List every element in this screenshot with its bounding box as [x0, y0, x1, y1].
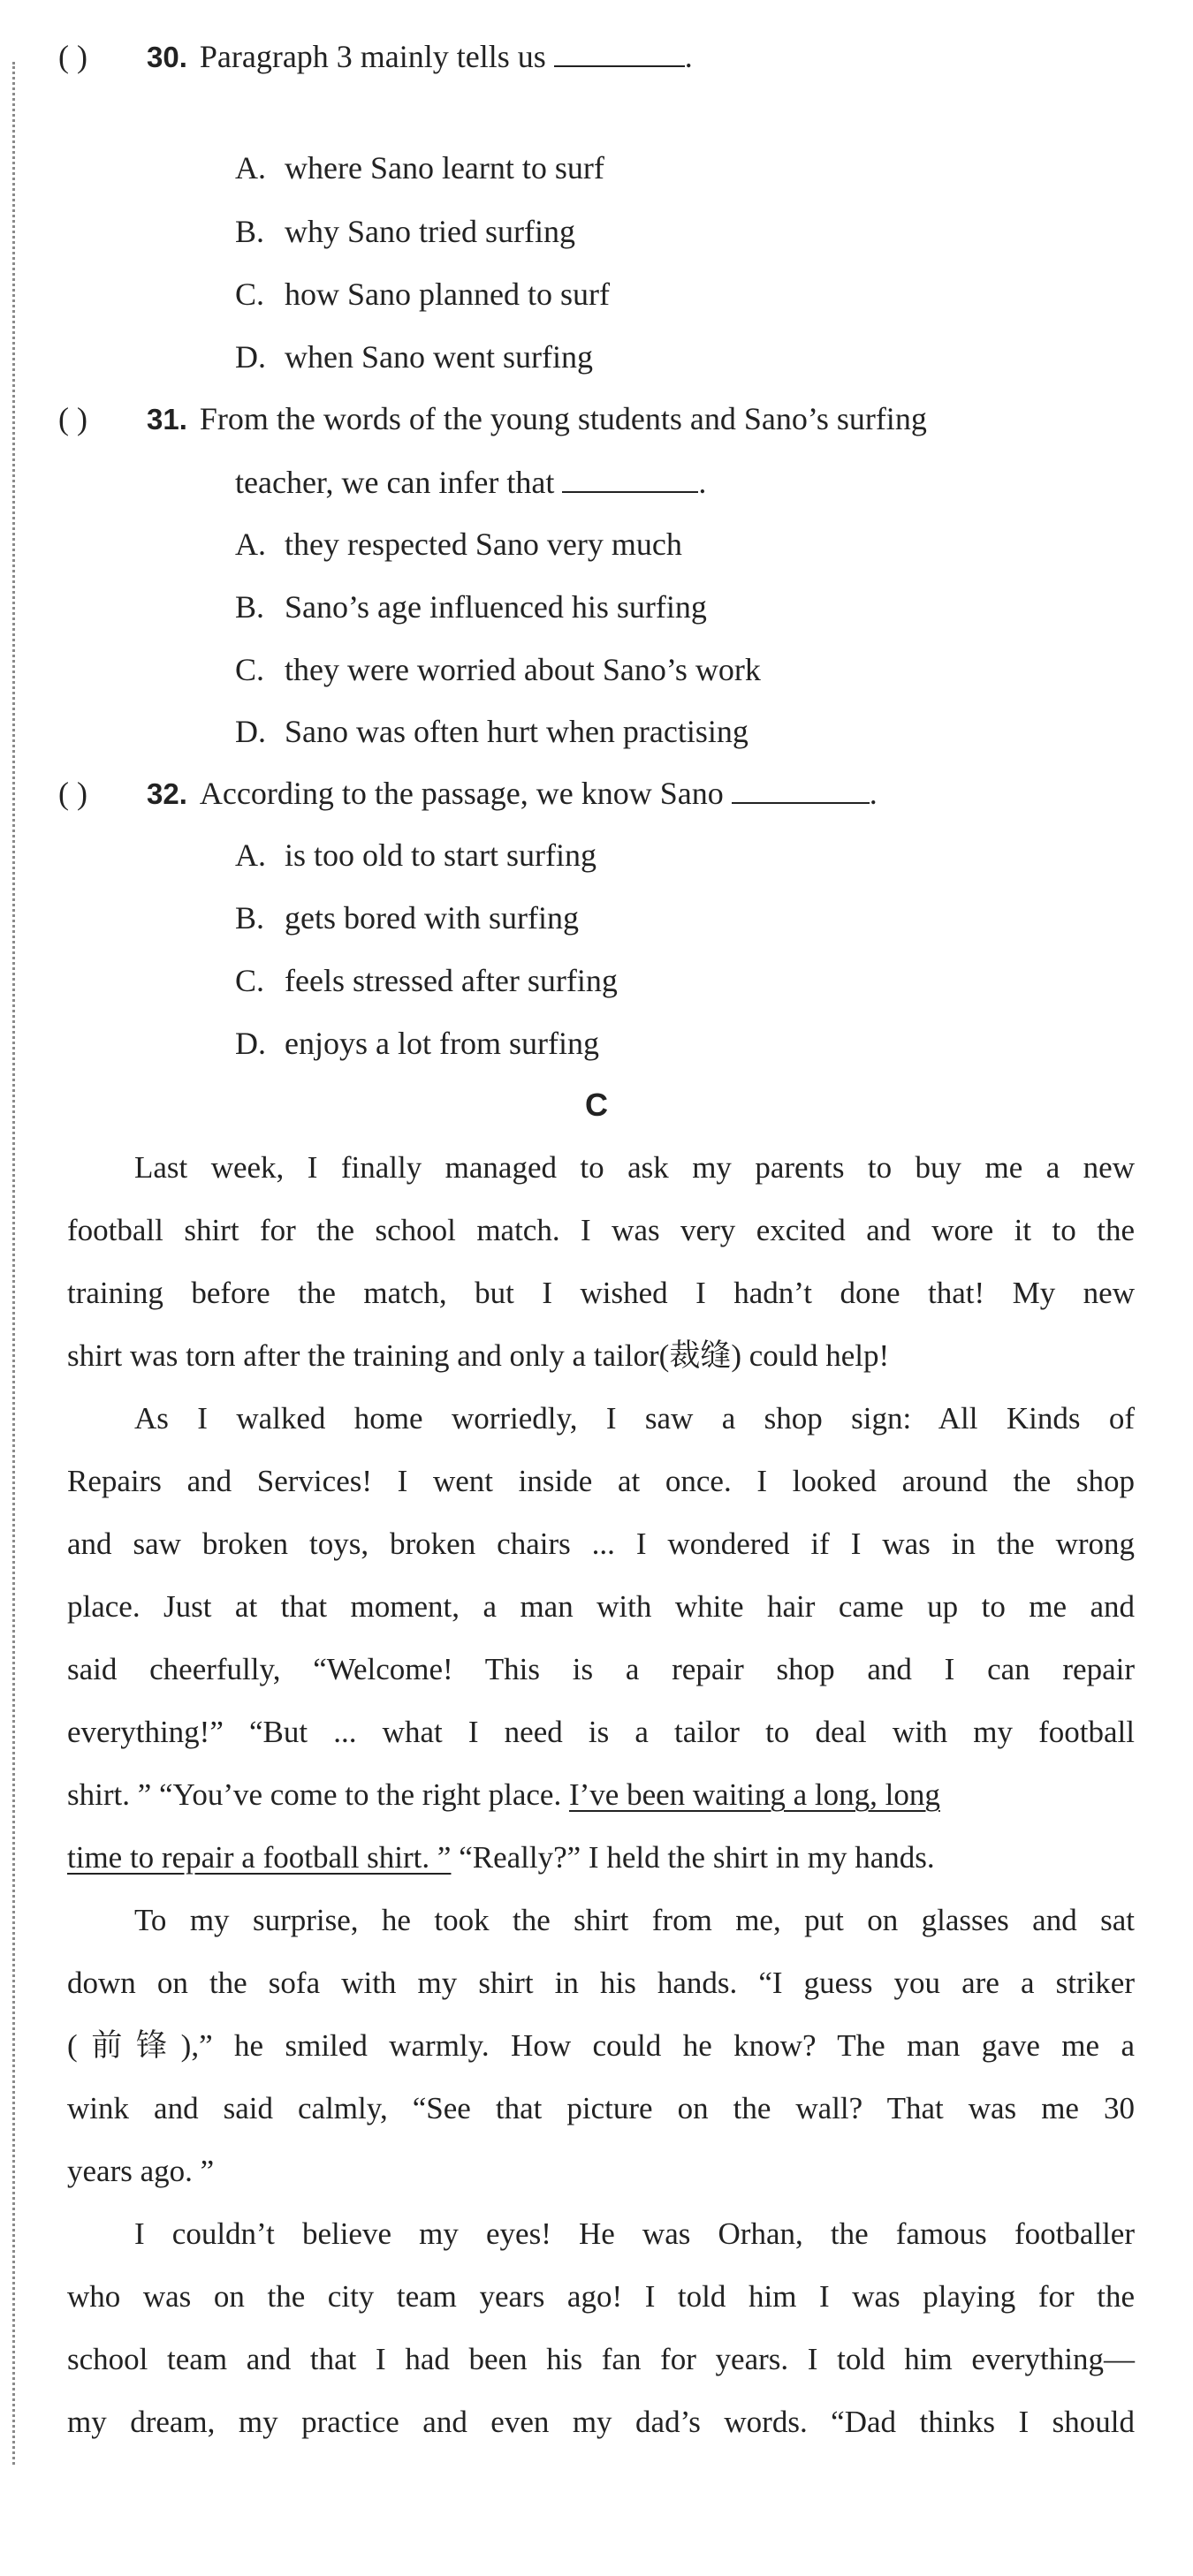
question-32-stem: ( ) 32. According to the passage, we know Sano .: [58, 761, 878, 825]
question-text: Paragraph 3 mainly tells us: [199, 39, 546, 74]
passage-line: my dream, my practice and even my dad’s words. “Dad thinks I should: [67, 2405, 1135, 2439]
option-32-a[interactable]: A. is too old to start surfing: [235, 837, 596, 873]
option-32-d[interactable]: D. enjoys a lot from surfing: [235, 1026, 599, 1061]
question-number: 31.: [147, 403, 187, 436]
option-31-d[interactable]: D. Sano was often hurt when practising: [235, 714, 748, 749]
passage-line: place. Just at that moment, a man with white hair came up to me and: [67, 1589, 1135, 1624]
passage-line: I couldn’t believe my eyes! He was Orhan, the famous footballer: [134, 2216, 1135, 2251]
question-30-stem: ( ) 30. Paragraph 3 mainly tells us .: [58, 25, 693, 88]
question-text: According to the passage, we know Sano: [199, 776, 724, 811]
option-30-c[interactable]: C. how Sano planned to surf: [235, 277, 610, 312]
answer-blank[interactable]: [562, 461, 698, 493]
passage-line: (前锋),” he smiled warmly. How could he know? The man gave me a: [67, 2028, 1135, 2063]
underlined-sentence: time to repair a football shirt. ”: [67, 1840, 452, 1875]
passage-line: years ago. ”: [67, 2154, 215, 2188]
passage-line: Last week, I finally managed to ask my parents to buy me a new: [134, 1150, 1135, 1185]
passage-line: football shirt for the school match. I was very excited and wore it to the: [67, 1213, 1135, 1247]
option-30-d[interactable]: D. when Sano went surfing: [235, 339, 593, 375]
option-30-b[interactable]: B. why Sano tried surfing: [235, 214, 575, 249]
question-31-stem: [58, 387, 927, 451]
option-32-b[interactable]: B. gets bored with surfing: [235, 900, 579, 936]
passage-line: training before the match, but I wished I hadn’t done that! My new: [67, 1276, 1135, 1310]
question-31-stem-continued: teacher, we can infer that .: [235, 451, 706, 514]
passage-line: shirt. ” “You’ve come to the right place. I’ve been waiting a long, long: [67, 1777, 940, 1812]
passage-line: everything!” “But ... what I need is a tailor to deal with my football: [67, 1715, 1135, 1749]
option-32-c[interactable]: C. feels stressed after surfing: [235, 963, 618, 998]
option-31-a[interactable]: A. they respected Sano very much: [235, 527, 682, 562]
option-30-a[interactable]: A. where Sano learnt to surf: [235, 150, 604, 186]
passage-line: time to repair a football shirt. ” “Really?” I held the shirt in my hands.: [67, 1840, 935, 1875]
answer-bracket[interactable]: ( ): [58, 401, 87, 436]
passage-line: said cheerfully, “Welcome! This is a repair shop and I can repair: [67, 1652, 1135, 1686]
option-31-c[interactable]: C. they were worried about Sano’s work: [235, 652, 761, 687]
passage-line: and saw broken toys, broken chairs ... I wondered if I was in the wrong: [67, 1527, 1135, 1561]
passage-line: wink and said calmly, “See that picture on the wall? That was me 30: [67, 2091, 1135, 2125]
section-heading: C: [585, 1087, 608, 1123]
passage-line: school team and that I had been his fan for years. I told him everything—: [67, 2342, 1135, 2376]
passage-line: Repairs and Services! I went inside at once. I looked around the shop: [67, 1464, 1135, 1498]
answer-bracket[interactable]: ( ): [58, 39, 87, 74]
question-number: 32.: [147, 777, 187, 810]
answer-bracket[interactable]: ( ): [58, 776, 87, 811]
passage-line: shirt was torn after the training and only a tailor(裁缝) could help!: [67, 1338, 890, 1373]
passage-line: down on the sofa with my shirt in his hands. “I guess you are a striker: [67, 1966, 1135, 2000]
underlined-sentence: I’ve been waiting a long, long: [568, 1777, 940, 1812]
passage-line: As I walked home worriedly, I saw a shop sign: All Kinds of: [134, 1401, 1135, 1436]
answer-blank[interactable]: [732, 772, 870, 804]
passage-line: who was on the city team years ago! I told him I was playing for the: [67, 2279, 1135, 2314]
option-31-b[interactable]: B. Sano’s age influenced his surfing: [235, 589, 707, 625]
answer-blank[interactable]: [554, 35, 685, 67]
question-number: 30.: [147, 41, 187, 73]
question-text: From the words of the young students and Sano’s surfing: [199, 401, 927, 436]
passage-line: To my surprise, he took the shirt from me, put on glasses and sat: [134, 1903, 1135, 1937]
